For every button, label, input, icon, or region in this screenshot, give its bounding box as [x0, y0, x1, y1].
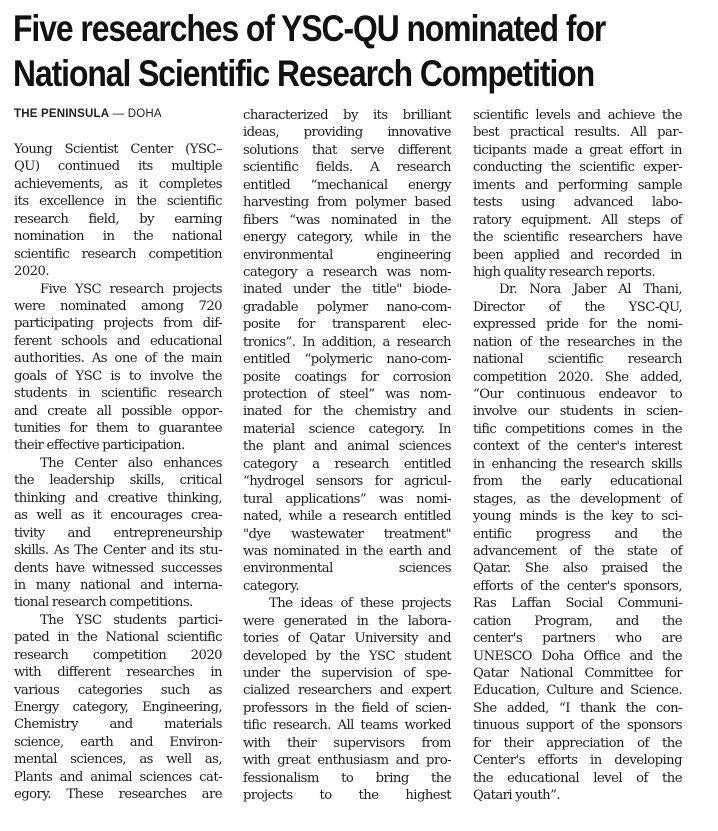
text-line: the leadership skills, critical [14, 473, 222, 489]
text-line: skills. As The Center and its stu- [14, 543, 222, 559]
byline [14, 108, 162, 120]
text-line: scientific research competition [14, 246, 222, 262]
text-line: inated for the chemistry and [243, 404, 451, 420]
text-line: efforts of the center's sponsors, [473, 578, 682, 594]
text-line: the plant and animal sciences [243, 439, 451, 455]
text-line: Young Scientist Center (YSC– [14, 142, 222, 157]
text-line: from the early educational [473, 474, 682, 490]
text-line: young minds is the key to sci- [473, 509, 682, 525]
text-line: ticipants made a great effort in [473, 142, 682, 158]
text-line: center's partners who are [473, 631, 682, 647]
text-line: various categories such as [14, 682, 222, 698]
text-line: category a research entitled [243, 456, 451, 472]
text-line: national scientific research [473, 352, 682, 368]
text-line: posite coatings for corrosion [243, 369, 451, 385]
text-line: protection of steel” was nom- [243, 387, 451, 402]
text-line: ratory equipment. All steps of [473, 212, 682, 228]
text-line: nomination in the national [14, 229, 222, 245]
text-line: mental sciences, as well as, [14, 752, 222, 768]
text-line: tivity and entrepreneurship [14, 525, 222, 541]
text-line: were nominated among 720 [14, 298, 222, 314]
text-line: best practical results. All par- [473, 125, 682, 141]
text-line: with their supervisors from [243, 735, 451, 751]
text-line: expressed pride for the nomi- [473, 317, 682, 333]
text-line: thinking and creative thinking, [14, 490, 222, 506]
text-line: tional research competitions. [14, 595, 193, 611]
text-line: research field, by earning [14, 211, 222, 227]
text-line: iments and performing sample [473, 177, 682, 193]
text-line: research competition 2020 [14, 647, 222, 663]
text-line: ideas, providing innovative [243, 125, 451, 141]
text-line: the educational level of the [473, 770, 682, 786]
text-line: harvesting from polymer based [243, 195, 451, 211]
text-line: The YSC students partici- [40, 612, 222, 628]
text-line: Qatar. She also praised the [473, 561, 682, 577]
article-headline [13, 6, 615, 96]
text-line: entitled “polymeric nano-com- [243, 352, 451, 368]
text-line: The ideas of these projects [269, 596, 451, 612]
text-line: their effective participation. [14, 438, 185, 454]
text-line: egory. These researches are [14, 787, 222, 803]
text-line: competition 2020. She added, [473, 369, 682, 385]
text-line: Director of the YSC-QU, [473, 299, 682, 315]
text-line: She added, “I thank the con- [473, 700, 682, 716]
text-line: Dr. Nora Jaber Al Thani, [499, 282, 682, 298]
text-line: category a research was nom- [243, 264, 451, 280]
text-line: involve our students in scien- [473, 404, 682, 420]
text-line: tural applications” was nomi- [243, 491, 451, 507]
text-line: participating projects from dif- [14, 316, 222, 332]
text-line: 2020. [14, 264, 50, 280]
text-line: tific research. All teams worked [243, 718, 451, 734]
text-line: authorities. As one of the main [14, 351, 222, 367]
text-line: tunities for them to guarantee [14, 421, 222, 436]
text-line: Ras Laffan Social Communi- [473, 596, 682, 612]
text-line: goals of YSC is to involve the [14, 368, 222, 384]
text-line: characterized by its brilliant [243, 108, 451, 123]
text-line: advancement of the state of [473, 543, 682, 559]
text-line: the scientific researchers have [473, 230, 682, 246]
text-line: tific competitions comes in the [473, 421, 682, 437]
text-line: science, earth and Environ- [14, 734, 222, 750]
text-line: its excellence in the scientific [14, 194, 222, 210]
text-line: "dye wastewater treatment" [243, 526, 451, 542]
text-line: Five YSC research projects [40, 281, 222, 297]
text-line: tinuous support of the sponsors [473, 718, 682, 734]
text-line: scientific fields. A research [243, 160, 451, 176]
article-column-2 [243, 107, 451, 805]
text-line: Qatari youth”. [473, 788, 560, 804]
text-line: environmental engineering [243, 247, 451, 263]
text-line: nated, while a research entitled [243, 509, 451, 525]
text-line: with great enthusiasm and pro- [243, 753, 451, 769]
article-column-1 [14, 141, 222, 804]
text-line: The Center also enhances [40, 455, 222, 471]
text-line: as well as it encourages crea- [14, 508, 222, 524]
text-line: high quality research reports. [473, 264, 655, 280]
text-line: material science category. In [243, 421, 451, 437]
text-line: pated in the National scientific [14, 630, 222, 646]
text-line: under the supervision of spe- [243, 666, 451, 681]
byline-source: THE PENINSULA [14, 108, 110, 120]
article-column-3 [473, 107, 682, 805]
text-line: stages, as the development of [473, 491, 682, 507]
text-line: professors in the field of scien- [243, 700, 451, 716]
text-line: Plants and animal sciences cat- [14, 769, 222, 785]
text-line: conducting the scientific exper- [473, 160, 682, 176]
text-line: Chemistry and materials [14, 717, 222, 733]
text-line: tests using advanced labo- [473, 195, 682, 211]
text-line: inated under the title" biode- [243, 282, 451, 298]
text-line: “hydrogel sensors for agricul- [243, 474, 451, 490]
text-line: developed by the YSC student [243, 648, 451, 664]
text-line: category. [243, 578, 299, 594]
text-line: in enhancing the research skills [473, 456, 682, 472]
text-line: entific progress and the [473, 526, 682, 542]
text-line: UNESCO Doha Office and the [473, 648, 682, 664]
text-line: for their appreciation of the [473, 735, 682, 751]
text-line: scientific levels and achieve the [473, 108, 682, 123]
text-line: cation Program, and the [473, 613, 682, 629]
text-line: Energy category, Engineering, [14, 700, 222, 715]
text-line: projects to the highest [243, 788, 451, 804]
text-line: Qatar National Committee for [473, 666, 682, 681]
text-line: ferent schools and educational [14, 333, 222, 349]
text-line: fibers “was nominated in the [243, 212, 451, 228]
text-line: achievements, as it completes [14, 176, 222, 192]
text-line: Center's efforts in developing [473, 753, 682, 769]
text-line: entitled “mechanical energy [243, 177, 451, 193]
text-line: “Our continuous endeavor to [473, 387, 682, 402]
text-line: and create all possible oppor- [14, 403, 222, 419]
text-line: solutions that serve different [243, 142, 451, 158]
headline-line: National Scientific Research Competition [13, 53, 595, 94]
text-line: tronics”. In addition, a research [243, 334, 451, 350]
text-line: been applied and recorded in [473, 247, 682, 263]
text-line: fessionalism to bring the [243, 770, 451, 786]
headline-line: Five researches of YSC-QU nominated for [13, 8, 606, 49]
text-line: environmental sciences [243, 561, 451, 577]
text-line: QU) continued its multiple [14, 159, 222, 175]
text-line: tories of Qatar University and [243, 631, 451, 647]
text-line: dents have witnessed successes [14, 560, 222, 576]
text-line: with different researches in [14, 665, 222, 681]
text-line: Education, Culture and Science. [473, 683, 682, 699]
text-line: energy category, while in the [243, 230, 451, 246]
text-line: gradable polymer nano-com- [243, 299, 451, 315]
text-line: context of the center's interest [473, 439, 682, 455]
text-line: was nominated in the earth and [243, 543, 451, 559]
text-line: posite for transparent elec- [243, 317, 451, 333]
byline-separator: — [109, 108, 128, 120]
text-line: were generated in the labora- [243, 613, 451, 629]
byline-location: DOHA [127, 108, 162, 120]
text-line: in many national and interna- [14, 577, 222, 593]
text-line: nation of the researches in the [473, 334, 682, 350]
text-line: students in scientific research [14, 386, 222, 402]
text-line: cialized researchers and expert [243, 683, 451, 699]
